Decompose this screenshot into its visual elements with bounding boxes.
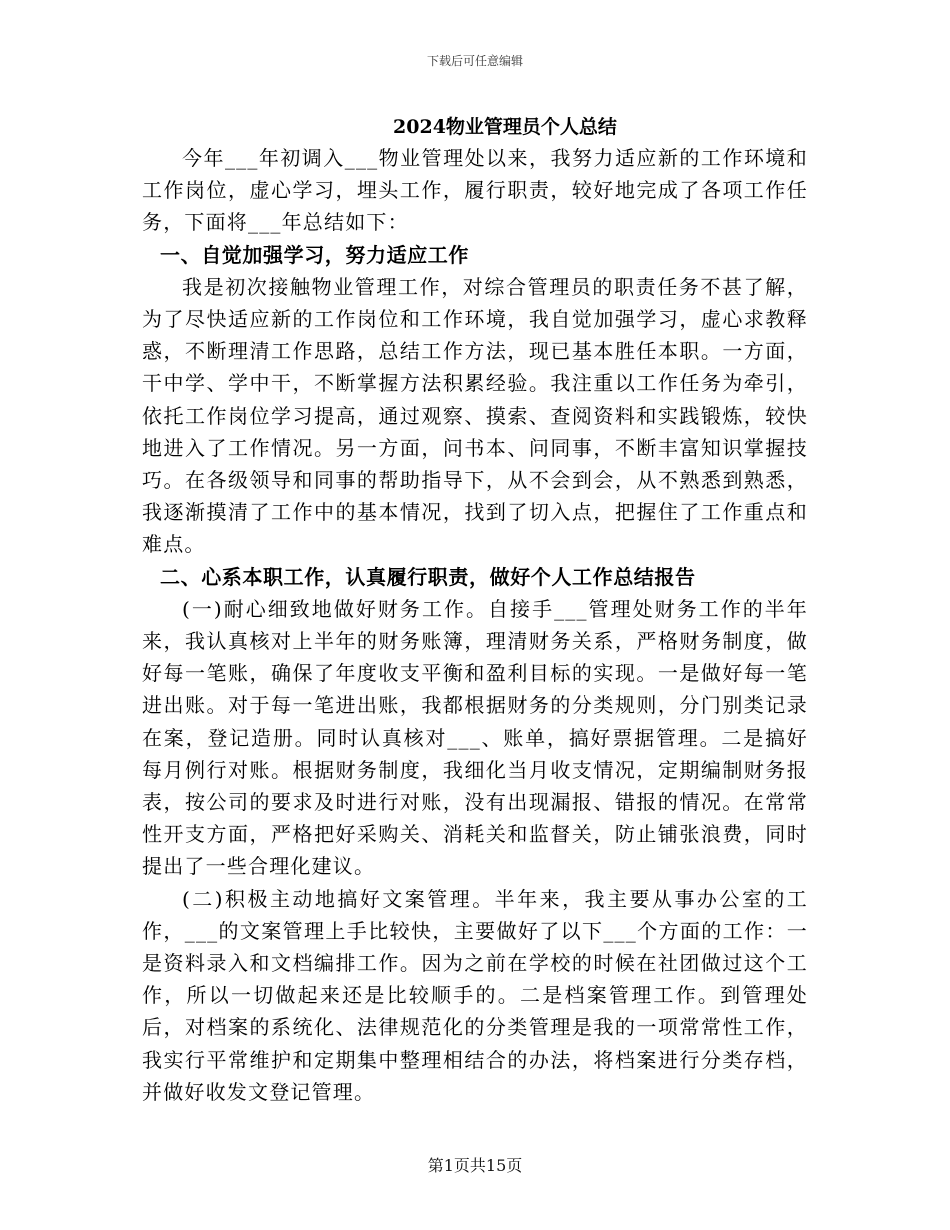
page-number: 第1页共15页 bbox=[427, 1156, 523, 1175]
page-header-note: 下载后可任意编辑 bbox=[426, 54, 523, 68]
document-management-paragraph: (二)积极主动地搞好文案管理。半年来，我主要从事办公室的工作，___的文案管理上手比较快，主要做好了以下___个方面的工作：一是资料录入和文档编排工作。因为之前在学校的时候在社团做过这个工作，所以一切做起来还是比较顺手的。二是档案管理工作。到管理处后，对档案的系统化、法律规范化的分类管理是我的一项常常性工作，我实行平常维护和定期集中整理相结合的办法，将档案进行分类存档，并做好收发文登记管理。 bbox=[142, 886, 808, 1104]
document-body bbox=[142, 112, 808, 1108]
document-title: 2024物业管理员个人总结 bbox=[393, 116, 617, 138]
section-1-paragraph: 我是初次接触物业管理工作，对综合管理员的职责任务不甚了解，为了尽快适应新的工作岗位和工作环境，我自觉加强学习，虚心求教释惑，不断理清工作思路，总结工作方法，现已基本胜任本职。一方面，干中学、学中干，不断掌握方法积累经验。我注重以工作任务为牵引，依托工作岗位学习提高，通过观察、摸索、查阅资料和实践锻炼，较快地进入了工作情况。另一方面，问书本、问同事，不断丰富知识掌握技巧。在各级领导和同事的帮助指导下，从不会到会，从不熟悉到熟悉，我逐渐摸清了工作中的基本情况，找到了切入点，把握住了工作重点和难点。 bbox=[142, 274, 808, 557]
section-heading-1: 一、自觉加强学习，努力适应工作 bbox=[160, 242, 469, 267]
section-heading-2: 二、心系本职工作，认真履行职责，做好个人工作总结报告 bbox=[160, 564, 696, 589]
finance-work-paragraph: (一)耐心细致地做好财务工作。自接手___管理处财务工作的半年来，我认真核对上半年的财务账簿，理清财务关系，严格财务制度，做好每一笔账，确保了年度收支平衡和盈利目标的实现。一是做好每一笔进出账。对于每一笔进出账，我都根据财务的分类规则，分门别类记录在案，登记造册。同时认真核对___、账单，搞好票据管理。二是搞好每月例行对账。根据财务制度，我细化当月收支情况，定期编制财务报表，按公司的要求及时进行对账，没有出现漏报、错报的情况。在常常性开支方面，严格把好采购关、消耗关和监督关，防止铺张浪费，同时提出了一些合理化建议。 bbox=[142, 596, 808, 879]
intro-paragraph: 今年___年初调入___物业管理处以来，我努力适应新的工作环境和工作岗位，虚心学习，埋头工作，履行职责，较好地完成了各项工作任务，下面将___年总结如下： bbox=[142, 146, 808, 235]
